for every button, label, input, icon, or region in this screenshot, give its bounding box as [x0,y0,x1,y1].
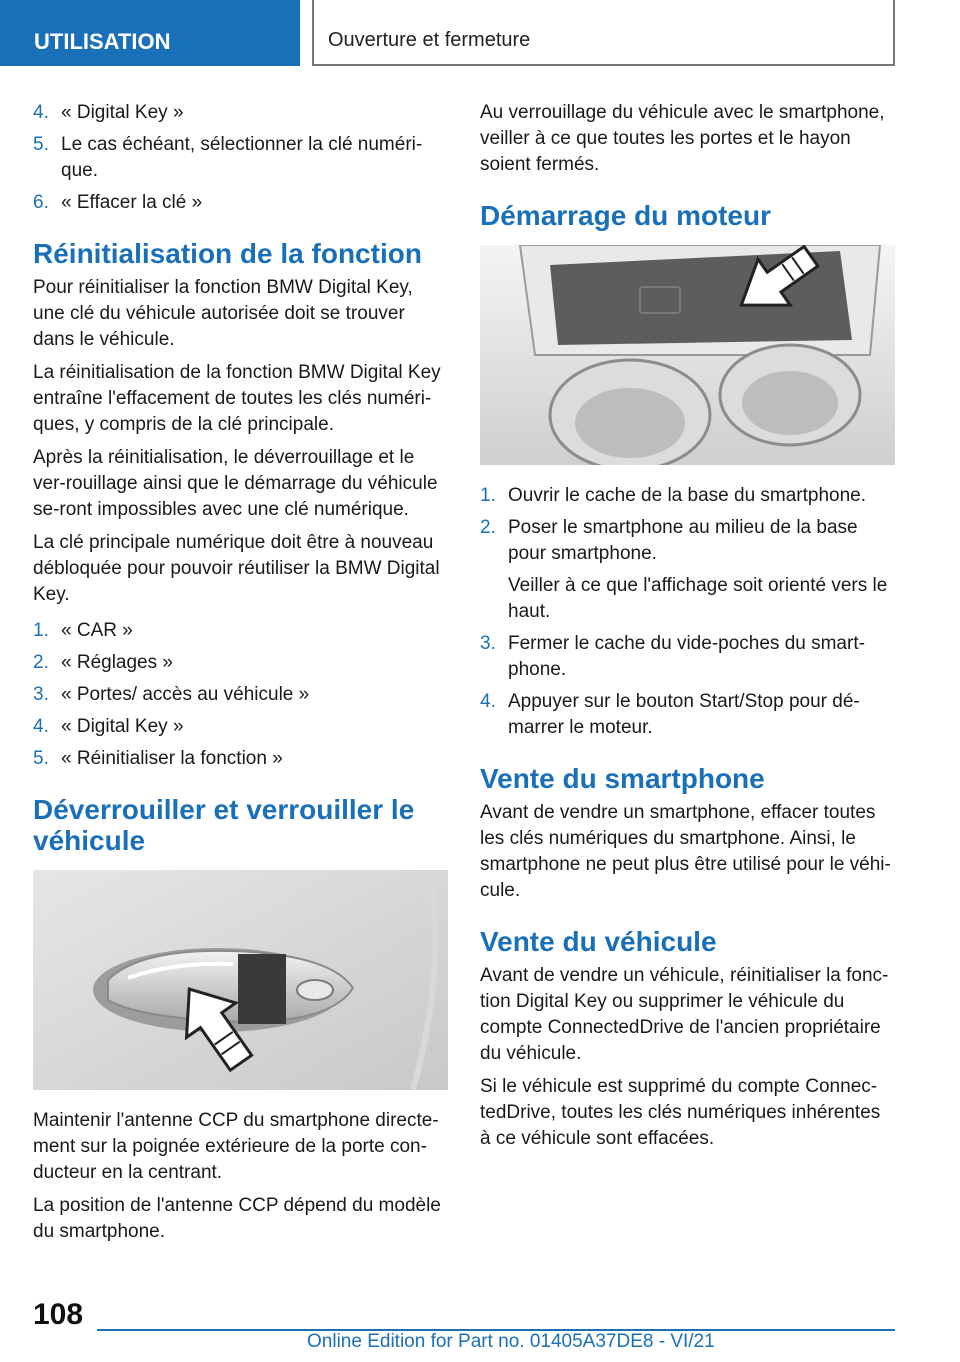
list-item: 4. Appuyer sur le bouton Start/Stop pour dé-marrer le moteur. [480,691,860,738]
reset-steps [33,618,448,772]
paragraph: Au verrouillage du véhicule avec le smartphone, veiller à ce que toutes les portes et le hayon soient fermés. [480,102,885,175]
paragraph: La clé principale numérique doit être à nouveau débloquée pour pouvoir réutiliser la BMW Digital Key. [33,532,440,605]
right-column [480,100,895,1159]
list-item: 2. « Réglages » [33,652,173,673]
list-item: 3. Fermer le cache du vide-poches du smart-phone. [480,633,865,680]
paragraph: Avant de vendre un véhicule, réinitialiser la fonc-tion Digital Key ou supprimer le véhicule du compte ConnectedDrive de l'ancien propriétaire du véhicule. [480,965,889,1064]
list-item: 4. « Digital Key » [33,102,184,123]
page-number: 108 [33,1298,84,1331]
list-item: 2. Poser le smartphone au milieu de la base pour smartphone. Veiller à ce que l'affichage soit orienté vers le haut. [480,517,888,622]
smartphone-tray-illustration [480,245,895,465]
paragraph: La position de l'antenne CCP dépend du modèle du smartphone. [33,1195,441,1242]
list-item: 3. « Portes/ accès au véhicule » [33,684,310,705]
reset-heading: Réinitialisation de la fonction [33,238,422,269]
header-chapter-title: Ouverture et fermeture [312,0,895,66]
footer-edition: Online Edition for Part no. 01405A37DE8 - VI/21 [307,1331,715,1352]
paragraph: La réinitialisation de la fonction BMW Digital Key entraîne l'effacement de toutes les clés numéri-ques, y compris de la clé principale. [33,362,441,435]
door-handle-illustration [33,870,448,1090]
list-item: 1. « CAR » [33,620,133,641]
list-item: 4. « Digital Key » [33,716,184,737]
paragraph: Si le véhicule est supprimé du compte Connec-tedDrive, toutes les clés numériques inhérentes à ce véhicule sont effacées. [480,1076,881,1149]
unlock-heading: Déverrouiller et verrouiller le véhicule [33,794,415,856]
sale-smartphone-heading: Vente du smartphone [480,763,765,794]
engine-start-heading: Démarrage du moteur [480,200,771,231]
paragraph: Après la réinitialisation, le déverrouillage et le ver-rouillage ainsi que le démarrage du véhicule se-ront impossibles avec une clé numérique. [33,447,438,520]
list-item: 5. « Réinitialiser la fonction » [33,748,283,769]
paragraph: Maintenir l'antenne CCP du smartphone directe-ment sur la poignée extérieure de la porte con-ducteur en la centrant. [33,1110,439,1183]
paragraph: Avant de vendre un smartphone, effacer toutes les clés numériques du smartphone. Ainsi, le smartphone ne peut plus être utilisé pour le véhi-cule. [480,802,891,901]
list-item: 1. Ouvrir le cache de la base du smartphone. [480,485,867,506]
paragraph: Pour réinitialiser la fonction BMW Digital Key, une clé du véhicule autorisée doit se trouver dans le véhicule. [33,277,413,350]
engine-start-steps [480,483,895,741]
digital-key-delete-steps [33,100,448,216]
list-item: 6. « Effacer la clé » [33,192,203,213]
header-section-tab: UTILISATION [0,0,300,66]
left-column [33,100,448,1252]
sale-vehicle-heading: Vente du véhicule [480,926,717,957]
list-item: 5. Le cas échéant, sélectionner la clé numéri-que. [33,134,423,181]
